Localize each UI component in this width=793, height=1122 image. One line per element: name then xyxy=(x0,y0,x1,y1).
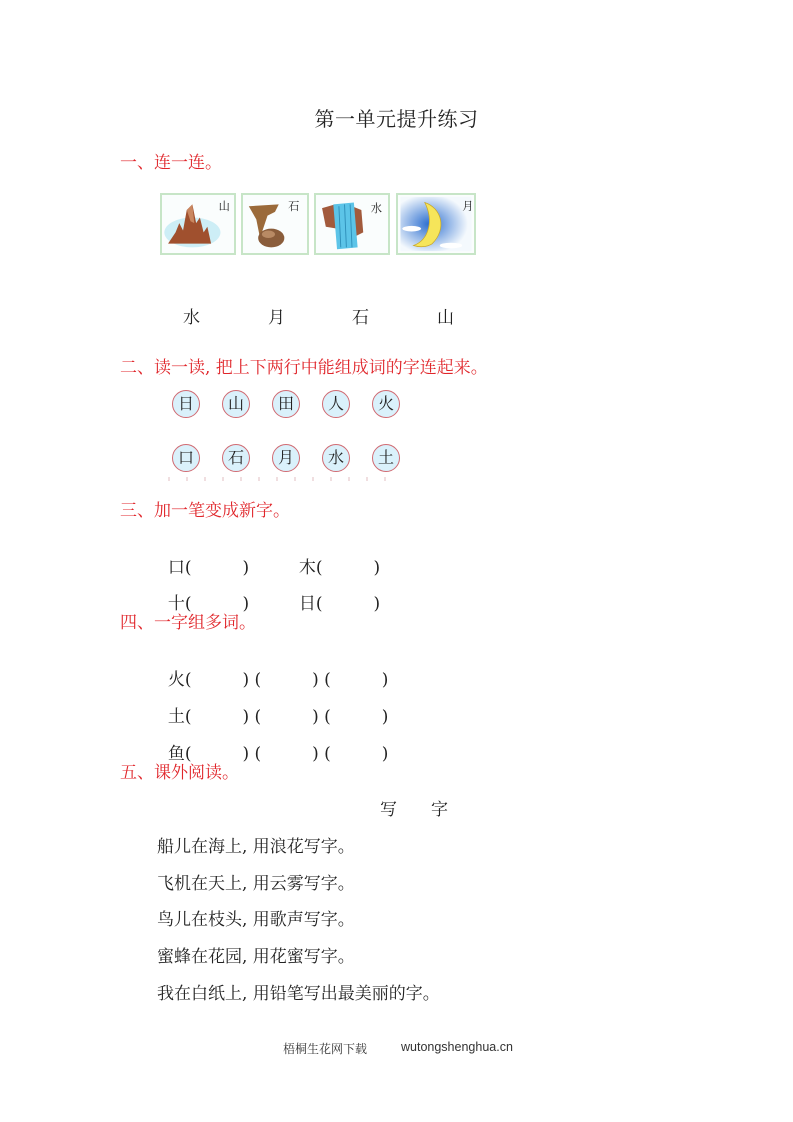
stone-icon xyxy=(243,195,307,253)
label-stone: 石 xyxy=(352,308,369,328)
bottom-char-circle[interactable]: 口 xyxy=(172,444,200,472)
moon-icon xyxy=(398,195,474,253)
svg-text:水: 水 xyxy=(370,201,382,215)
poem-line: 鸟儿在枝头, 用歌声写字。 xyxy=(157,910,355,930)
answer-blank[interactable]: ( ) xyxy=(184,594,250,614)
svg-text:山: 山 xyxy=(218,199,230,213)
mountain-icon xyxy=(162,195,234,253)
bottom-char-circle[interactable]: 土 xyxy=(372,444,400,472)
footer-site-name: 梧桐生花网下载 xyxy=(283,1042,368,1056)
poem-line: 船儿在海上, 用浪花写字。 xyxy=(157,837,355,857)
add-stroke-item xyxy=(288,569,380,614)
label-water: 水 xyxy=(183,308,200,328)
answer-blanks[interactable]: ( ) ( ) ( ) xyxy=(184,670,389,690)
base-char: 土 xyxy=(167,707,185,727)
top-char-circle[interactable]: 日 xyxy=(172,390,200,418)
answer-blank[interactable]: ( ) xyxy=(184,558,250,578)
top-char-circle[interactable]: 山 xyxy=(222,390,250,418)
page-title: 第一单元提升练习 xyxy=(314,107,479,131)
svg-text:月: 月 xyxy=(462,199,474,213)
scan-artifact-line xyxy=(160,477,400,481)
label-mountain: 山 xyxy=(437,308,454,328)
svg-text:石: 石 xyxy=(288,199,300,213)
section-4-heading: 四、一字组多词。 xyxy=(120,613,256,633)
bottom-char-circle[interactable]: 月 xyxy=(272,444,300,472)
footer-url[interactable]: wutongshenghua.cn xyxy=(401,1040,513,1054)
mountain-picture xyxy=(160,193,236,255)
label-moon: 月 xyxy=(268,308,285,328)
base-char: 火 xyxy=(167,670,185,690)
section-5-heading: 五、课外阅读。 xyxy=(120,763,239,783)
moon-picture xyxy=(396,193,476,255)
base-char: 木 xyxy=(298,558,316,578)
answer-blanks[interactable]: ( ) ( ) ( ) xyxy=(184,707,389,727)
top-char-circle[interactable]: 人 xyxy=(322,390,350,418)
poem-line: 飞机在天上, 用云雾写字。 xyxy=(157,874,355,894)
poem-line: 我在白纸上, 用铅笔写出最美丽的字。 xyxy=(157,984,440,1004)
bottom-char-circle[interactable]: 石 xyxy=(222,444,250,472)
top-char-circle[interactable]: 火 xyxy=(372,390,400,418)
base-char: 鱼 xyxy=(167,744,185,764)
top-char-circle[interactable]: 田 xyxy=(272,390,300,418)
answer-blank[interactable]: ( ) xyxy=(315,558,381,578)
stone-picture xyxy=(241,193,309,255)
base-char: 十 xyxy=(167,594,185,614)
base-char: 口 xyxy=(167,558,185,578)
section-3-heading: 三、加一笔变成新字。 xyxy=(120,501,290,521)
bottom-char-circle[interactable]: 水 xyxy=(322,444,350,472)
poem-title: 写 字 xyxy=(380,800,448,820)
water-picture xyxy=(314,193,390,255)
poem-line: 蜜蜂在花园, 用花蜜写字。 xyxy=(157,947,355,967)
base-char: 日 xyxy=(298,594,316,614)
answer-blanks[interactable]: ( ) ( ) ( ) xyxy=(184,744,389,764)
waterfall-icon xyxy=(316,195,388,253)
answer-blank[interactable]: ( ) xyxy=(315,594,381,614)
section-1-heading: 一、连一连。 xyxy=(120,153,222,173)
section-2-heading: 二、读一读, 把上下两行中能组成词的字连起来。 xyxy=(120,358,488,378)
